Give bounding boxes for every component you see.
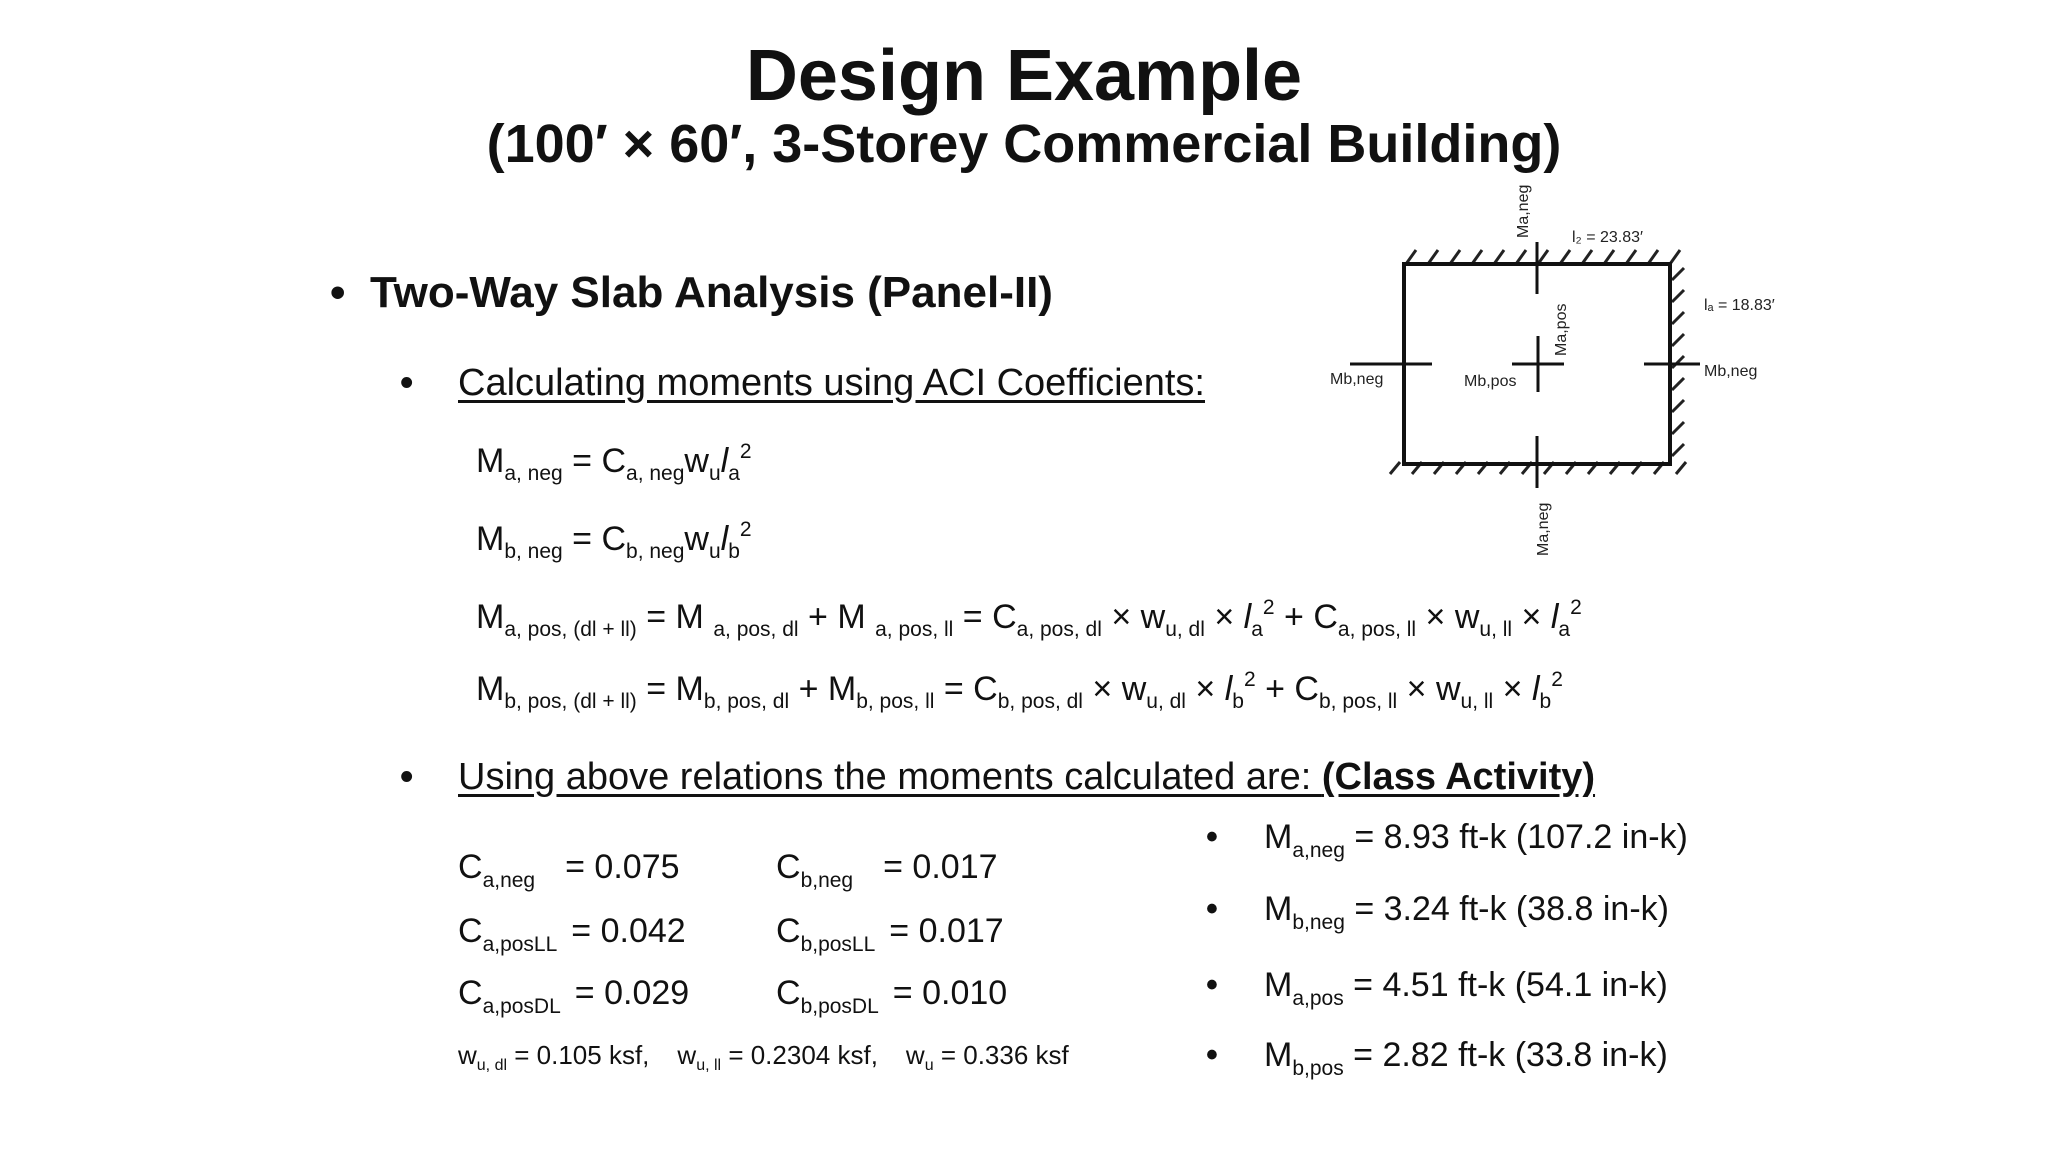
coef-a-neg: $C_{a,neg} = 0.075$	[458, 848, 680, 892]
page-title: Design Example	[745, 36, 1303, 116]
results-heading-text: Using above relations the moments calculated are: (Class Activity)	[458, 756, 1596, 798]
coef-b-posdl: $C_{b,posDL} = 0.010$	[776, 974, 1008, 1018]
factored-loads: $w_{u, dl} = 0.105$ ksf, $w_{u, ll} = 0.2304$ ksf, $w_u = 0.336$ ksf	[458, 1040, 1069, 1074]
result-ma-neg: • $M_{a,neg} = 8.93$ ft-k (107.2 in-k)	[1206, 818, 1688, 862]
equation-ma-pos: $M_{a, pos, (dl + ll)} = M$ $_{a, pos, dl}$ + M $_{a, pos, ll} = C_{a, pos, dl} \times w_{u, dl} \times l_a^2 + C_{a, pos, ll} \times w_{u, ll} \times l_a^2$	[476, 596, 1582, 641]
page-subtitle: (100′ × 60′, 3-Storey Commercial Building)	[486, 114, 1562, 174]
bullet-icon: •	[330, 268, 346, 317]
ma-pos-label: Ma,pos	[1553, 303, 1570, 356]
equation-mb-pos: $M_{b, pos, (dl + ll)} = M_{b, pos, dl} + M_{b, pos, ll} = C_{b, pos, dl} \times w_{u, dl} \times l_b^2 + C_{b, pos, ll} \times w_{u, ll} \times l_b^2$	[476, 668, 1563, 713]
la-dimension-label: lₐ = 18.83′	[1704, 297, 1775, 314]
section-heading-text: Two-Way Slab Analysis (Panel-II)	[370, 268, 1053, 317]
coef-a-posdl: $C_{a,posDL} = 0.029$	[458, 974, 690, 1018]
equation-mb-neg: $M_{b, neg} = C_{b, neg}w_ul_b^2$	[476, 518, 752, 563]
method-heading-text: Calculating moments using ACI Coefficients:	[458, 362, 1205, 404]
mb-pos-label: Mb,pos	[1464, 373, 1517, 390]
results-heading	[400, 756, 1595, 799]
mb-neg-right-label: Mb,neg	[1704, 363, 1758, 380]
ma-neg-bottom-label: Ma,neg	[1535, 502, 1552, 556]
mb-neg-left-label: Mb,neg	[1330, 371, 1384, 388]
coef-a-posll: $C_{a,posLL} = 0.042$	[458, 912, 686, 956]
lb-dimension-label: l₂ = 23.83′	[1572, 229, 1644, 246]
method-heading	[400, 362, 1205, 405]
bullet-icon: •	[400, 756, 414, 798]
bullet-icon: •	[400, 362, 414, 404]
coef-b-posll: $C_{b,posLL} = 0.017$	[776, 912, 1004, 956]
coef-b-neg: $C_{b,neg} = 0.017$	[776, 848, 998, 892]
hatch-top	[1406, 250, 1680, 264]
result-ma-pos: • $M_{a,pos} = 4.51$ ft-k (54.1 in-k)	[1206, 966, 1668, 1010]
result-mb-pos: • $M_{b,pos} = 2.82$ ft-k (33.8 in-k)	[1206, 1036, 1668, 1080]
slab-panel-diagram	[1320, 180, 1820, 560]
equation-ma-neg: $M_{a, neg} = C_{a, neg}w_ul_a^2$	[476, 440, 752, 485]
section-heading	[330, 268, 1053, 318]
hatch-right	[1672, 268, 1684, 456]
result-mb-neg: • $M_{b,neg} = 3.24$ ft-k (38.8 in-k)	[1206, 890, 1669, 934]
ma-neg-top-label: Ma,neg	[1515, 184, 1532, 238]
